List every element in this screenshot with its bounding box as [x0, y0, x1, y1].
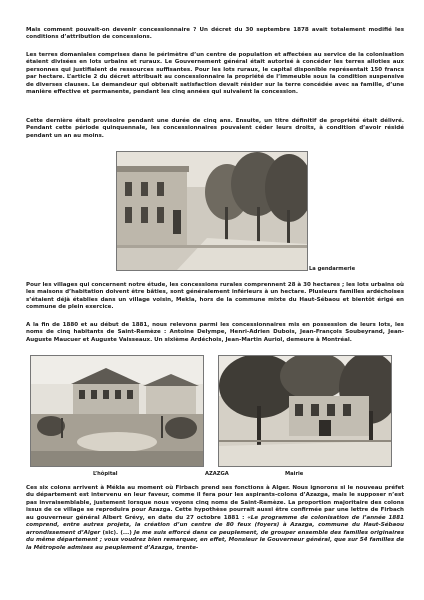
- caption-hopital: L’hôpital: [93, 471, 118, 477]
- mairie-photo: [218, 355, 392, 467]
- caption-mairie: Mairie: [285, 471, 304, 477]
- quote-programme: Le programme de colonisation de l’année 1881 comprend, entre autres projets, la création d’un centre de 80 feux (foyers) à Azazga, commune du Haut-Sébaou arrondissement d’Alger: [26, 514, 404, 536]
- gendarmerie-photo: [116, 151, 308, 271]
- paragraph-villages: Pour les villages qui concernent notre étude, les concessions rurales comprennent 28 à 30 hectares ; les lots urbains où les maisons d’habitation doivent être bâties, sont généralement inférieurs à un hectare. Plusieurs familles ardéchoises s’étaient déjà établies dans un village voisin, Mekla, hors de la commune mixte du Haut-Sébaou et bientôt érigé en commune de plein exercice.: [26, 282, 404, 311]
- paragraph-six-colons: [26, 485, 404, 552]
- paragraph-six-colons-text: Ces six colons arrivent à Mékla au moment où Firbach prend ses fonctions à Alger. Nous ignorons si le nouveau préfet du département est intervenu en leur faveur, comme il fera pour les aspirants-colons d’Azazga, mais le supposer n’est pas invraisemblable, justement lorsque nous voyons cinq noms de Saint-Remèze. La proportion majoritaire des colons issus de ce village se reproduira pour Azazga. Cette hypothèse pourrait aussi être confirmée par une lettre de Firbach au gouverneur général Albert Grévy, en date du 27 octobre 1881 : «: [26, 485, 404, 521]
- paragraph-decree: Les terres domaniales comprises dans le périmètre d’un centre de population et affectées au service de la colonisation étaient divisées en lots urbains et ruraux. Le Gouvernement général était autorisé à concéder les terres alloties aux personnes qui justifiaient de ressources suffisantes. Pour les lots ruraux, le capital disponible représentait 150 francs par hectare. L’article 2 du décret attribuait au concessionnaire la propriété de l’immeuble sous la condition suspensive de diverses clauses. Le demandeur qui obtenait satisfaction devait résider sur la terre concédée avec sa famille, d’une manière effective et permanente, pendant les cinq années qui suivaient la concession.: [26, 52, 404, 96]
- quote-peuplement: Je me suis efforcé dans ce peuplement, de grouper ensemble des familles originaires du même département ; vous voudrez bien remarquer, en effet, Monsieur le Gouverneur général, que sur 54 familles de la Métropole admises au peuplement d’Azazga, trente-: [26, 529, 404, 551]
- paragraph-provisional: Cette dernière était provisoire pendant une durée de cinq ans. Ensuite, un titre définitif de propriété était délivré. Pendant cette période quinquennale, les concessionnaires pouvaient céder leurs droits, à condition d’avoir résidé pendant un an au moins.: [26, 118, 404, 139]
- caption-azazga: AZAZGA: [205, 471, 229, 477]
- paragraph-intro: Mais comment pouvait-on devenir concessionnaire ? Un décret du 30 septembre 1878 avait totalement modifié les conditions d’attribution de concessions.: [26, 27, 404, 41]
- hopital-photo: [30, 355, 204, 467]
- caption-gendarmerie: La gendarmerie: [309, 266, 356, 272]
- paragraph-concessionnaires: A la fin de 1880 et au début de 1881, nous relevons parmi les concessionnaires mis en possession de leurs lots, les noms de cinq habitants de Saint-Remèze : Antoine Delympe, Henri-Adrien Dubois, Jean-François Soubeyrand, Jean-Auguste Maucuer et Auguste Vaisseaux. Un sixième Ardéchois, Jean-Martin Auriol, demeure à Montréal.: [26, 322, 404, 343]
- quote-sic: (sic). (...): [100, 529, 134, 536]
